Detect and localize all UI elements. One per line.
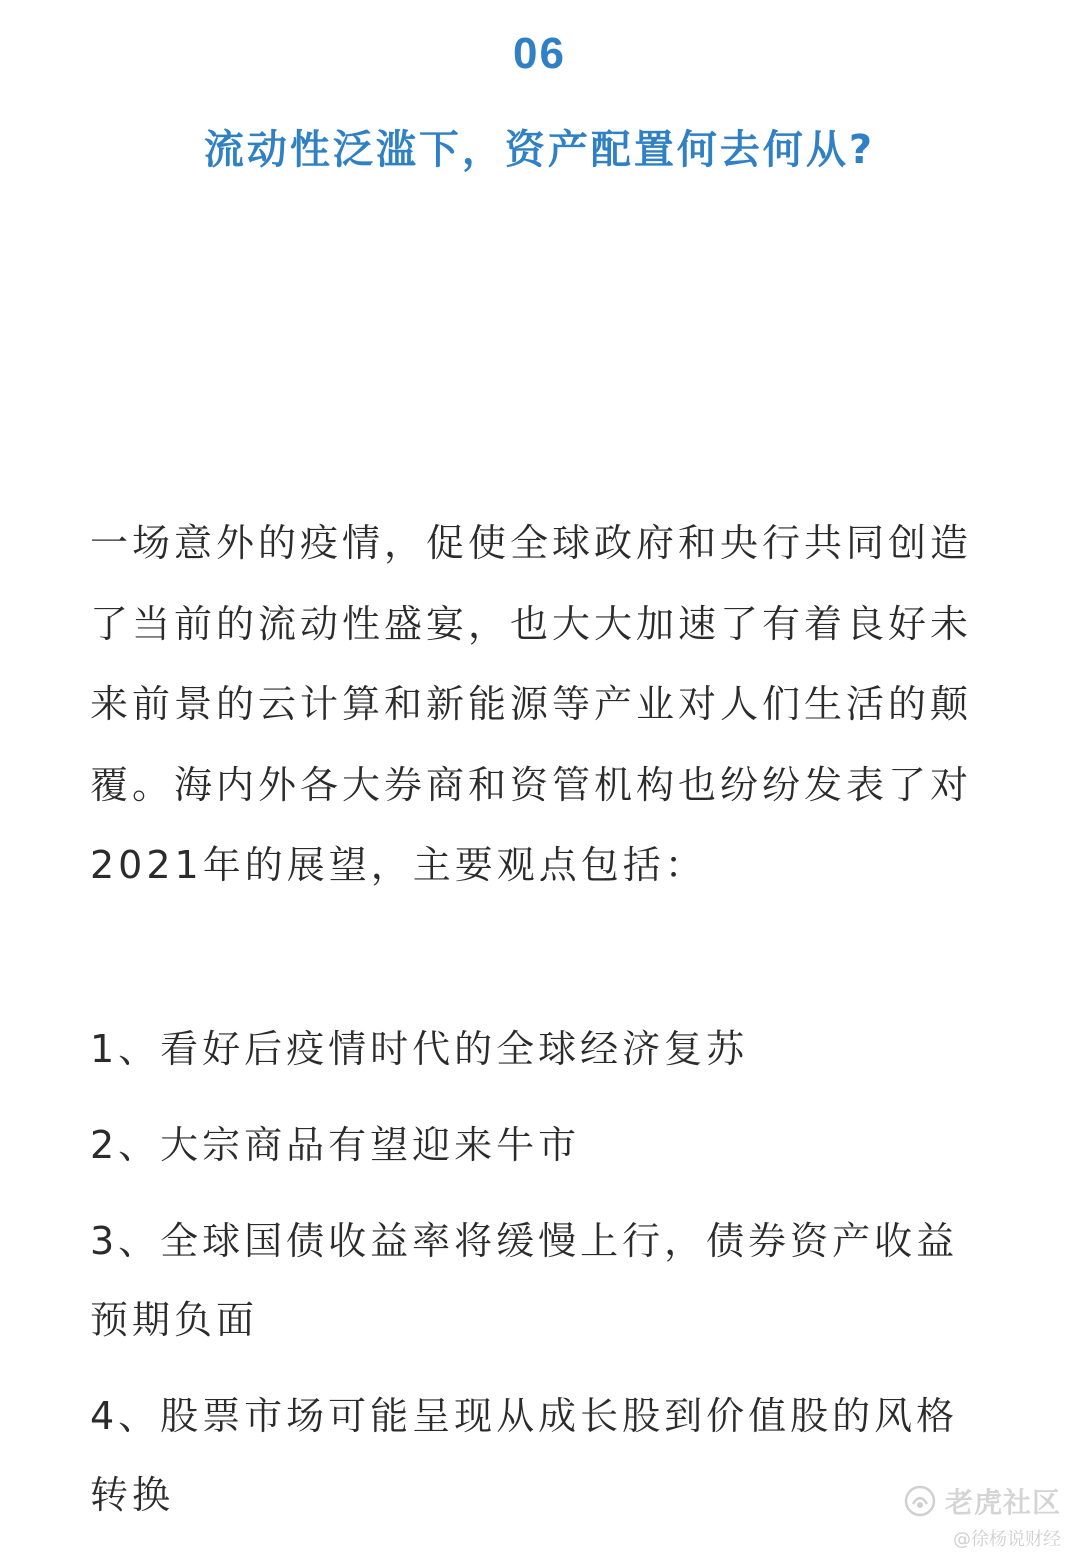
list-item: 1、看好后疫情时代的全球经济复苏: [90, 1027, 749, 1071]
watermark: [903, 1481, 1061, 1551]
intro-paragraph: 一场意外的疫情，促使全球政府和央行共同创造了当前的流动性盛宴，也大大加速了有着良好未来前景的云计算和新能源等产业对人们生活的颠覆。海内外各大券商和资管机构也纷纷发表了对2021年的展望，主要观点包括：: [90, 521, 973, 887]
list-item: 2、大宗商品有望迎来牛市: [90, 1123, 581, 1167]
section-title: 流动性泛滥下，资产配置何去何从?: [203, 127, 876, 173]
section-number: 06: [513, 29, 566, 78]
tiger-logo-icon: [903, 1484, 937, 1518]
key-points-list: [90, 1010, 1000, 1552]
list-item: 4、股票市场可能呈现从成长股到价值股的风格转换: [90, 1394, 959, 1517]
list-item: 3、全球国债收益率将缓慢上行，债券资产收益预期负面: [90, 1219, 959, 1342]
watermark-author: @徐杨说财经: [953, 1529, 1061, 1550]
watermark-brand: 老虎社区: [944, 1486, 1061, 1519]
